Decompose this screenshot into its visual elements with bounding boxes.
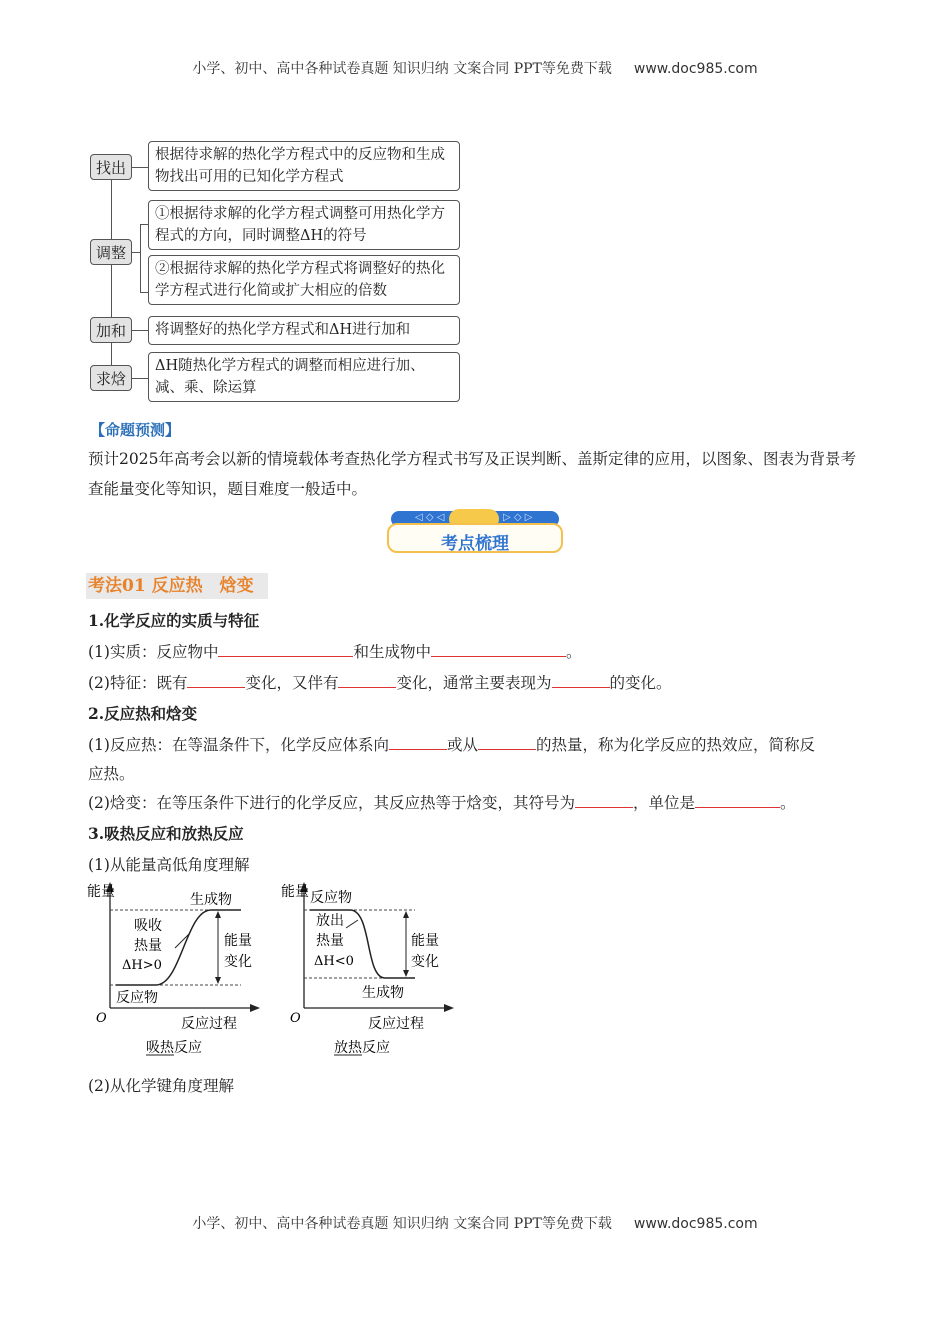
blank[interactable] [389,735,447,750]
y-label: 能量 [281,884,309,900]
flow-box-find: 根据待求解的热化学方程式中的反应物和生成物找出可用的已知化学方程式 [148,141,460,191]
reactant-label: 反应物 [116,990,158,1006]
header-text: 小学、初中、高中各种试卷真题 知识归纳 文案合同 PPT等免费下载 [192,61,612,77]
blank[interactable] [218,642,353,657]
heat-label-1: 吸收 [134,918,162,934]
page-header [0,58,950,78]
heat-label-2: 热量 [316,933,344,949]
blank[interactable] [338,673,396,688]
x-axis-arrow [250,1004,260,1012]
x-axis-arrow [444,1004,454,1012]
q3-sub2: (2)从化学键角度理解 [88,1077,234,1095]
flow-box-adjust-1: ①根据待求解的化学方程式调整可用热化学方程式的方向，同时调整ΔH的符号 [148,200,460,250]
x-label: 反应过程 [181,1016,237,1032]
chart-caption: 吸热反应 [146,1040,202,1056]
flow-label-enthalpy: 求焓 [90,365,132,391]
section-title: 考法01 反应热 焓变 [86,573,268,599]
flow-label-find: 找出 [90,154,132,180]
page-footer [0,1213,950,1233]
reactant-label: 反应物 [310,890,352,906]
blank[interactable] [695,793,780,808]
blank[interactable] [552,673,610,688]
q1-title: 1.化学反应的实质与特征 [88,611,260,630]
endothermic-chart [86,880,266,1060]
blank[interactable] [187,673,245,688]
prediction-text: 预计2025年高考会以新的情境载体考查热化学方程式书写及正误判断、盖斯定律的应用，以图象、图表为背景考查能量变化等知识，题目难度一般适中。 [88,450,856,498]
q1-line1: (1)实质：反应物中 和生成物中 。 [88,643,582,661]
blank[interactable] [431,642,566,657]
footer-text: 小学、初中、高中各种试卷真题 知识归纳 文案合同 PPT等免费下载 [192,1216,612,1232]
q2-line1-cont: 应热。 [88,765,135,783]
change-label-1: 能量 [411,933,439,949]
exothermic-chart [280,880,460,1060]
flow-box-sum: 将调整好的热化学方程式和ΔH进行加和 [148,316,460,345]
product-label: 生成物 [190,892,232,908]
hess-law-flow-diagram [90,140,470,405]
blank[interactable] [478,735,536,750]
flow-label-sum: 加和 [90,317,132,343]
q2-line1: (1)反应热：在等温条件下，化学反应体系向 或从 的热量，称为化学反应的热效应，简称反 [88,736,815,754]
q3-title: 3.吸热反应和放热反应 [88,824,244,843]
y-label: 能量 [87,884,115,900]
blank[interactable] [575,793,633,808]
flow-box-enthalpy: ΔH随热化学方程式的调整而相应进行加、减、乘、除运算 [148,352,460,402]
dh-label: ΔH<0 [314,954,354,969]
q2-line2: (2)焓变：在等压条件下进行的化学反应，其反应热等于焓变，其符号为 ，单位是 。 [88,794,796,812]
dh-label: ΔH>0 [122,958,162,973]
change-label-2: 变化 [224,954,252,970]
header-url[interactable]: www.doc985.com [633,61,758,77]
heat-label-1: 放出 [316,913,344,929]
product-label: 生成物 [362,985,404,1001]
x-label: 反应过程 [368,1016,424,1032]
origin: O [290,1011,301,1026]
q1-line2: (2)特征：既有 变化，又伴有 变化，通常主要表现为 的变化。 [88,674,672,692]
change-label-1: 能量 [224,933,252,949]
change-label-2: 变化 [411,954,439,970]
footer-url[interactable]: www.doc985.com [633,1216,758,1232]
flow-label-adjust: 调整 [90,239,132,265]
heat-label-2: 热量 [134,938,162,954]
section-banner: ◁ ◇ ◁ ▷ ◇ ▷ 考点梳理 [387,509,563,555]
prediction-title: 【命题预测】 [90,421,181,439]
chart-caption: 放热反应 [334,1040,390,1056]
flow-box-adjust-2: ②根据待求解的热化学方程式将调整好的热化学方程式进行化简或扩大相应的倍数 [148,255,460,305]
banner-text: 考点梳理 [441,534,509,554]
q2-title: 2.反应热和焓变 [88,704,198,723]
origin: O [96,1011,107,1026]
q3-sub1: (1)从能量高低角度理解 [88,856,250,874]
